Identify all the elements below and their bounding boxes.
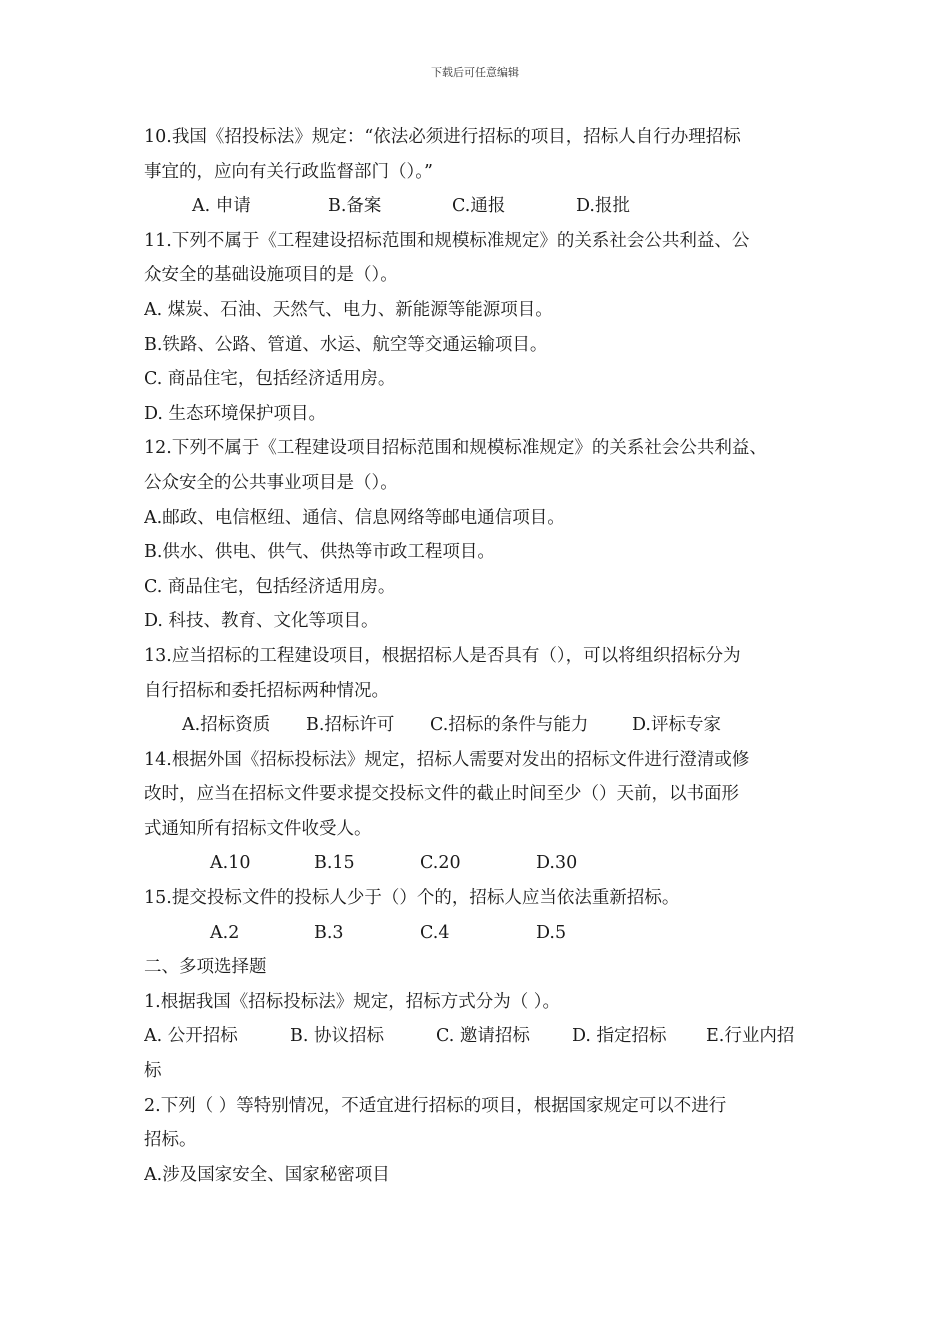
q13-line-2: 自行招标和委托招标两种情况。 <box>144 680 389 701</box>
q12-option-a: A.邮政、电信枢纽、通信、信息网络等邮电通信项目。 <box>144 507 565 528</box>
q10-line-1: 10.我国《招投标法》规定：“依法必须进行招标的项目，招标人自行办理招标 <box>144 127 741 147</box>
document-body <box>144 120 816 1192</box>
q15-option-c: C.4 <box>420 922 450 943</box>
q10-option-c: C.通报 <box>452 196 506 217</box>
q15-line-1: 15.提交投标文件的投标人少于（）个的，招标人应当依法重新招标。 <box>144 888 680 909</box>
q10-option-b: B.备案 <box>328 196 382 217</box>
q12-option-b: B.供水、供电、供气、供热等市政工程项目。 <box>144 542 495 563</box>
q13-line-1: 13.应当招标的工程建设项目，根据招标人是否具有（），可以将组织招标分为 <box>144 645 741 666</box>
q12-line-2: 公众安全的公共事业项目是（）。 <box>144 472 398 493</box>
m1-option-e-wrap: 标 <box>144 1061 162 1082</box>
q12-line-1: 12.下列不属于《工程建设项目招标范围和规模标准规定》的关系社会公共利益、 <box>144 438 767 459</box>
m2-option-a: A.涉及国家安全、国家秘密项目 <box>144 1164 390 1185</box>
q11-option-a: A. 煤炭、石油、天然气、电力、新能源等能源项目。 <box>144 299 553 320</box>
q15-option-a: A.2 <box>210 922 240 943</box>
q10-options <box>144 189 816 224</box>
page-header: 下载后可任意编辑 <box>431 66 519 79</box>
q14-option-b: B.15 <box>314 853 355 874</box>
q11-line-2: 众安全的基础设施项目的是（）。 <box>144 265 398 286</box>
q11-option-b: B.铁路、公路、管道、水运、航空等交通运输项目。 <box>144 334 548 355</box>
q11-option-d: D. 生态环境保护项目。 <box>144 403 327 424</box>
q14-line-1: 14.根据外国《招标投标法》规定，招标人需要对发出的招标文件进行澄清或修 <box>144 749 750 770</box>
q14-option-a: A.10 <box>210 853 251 874</box>
q15-option-d: D.5 <box>536 922 567 943</box>
q12-option-c: C. 商品住宅，包括经济适用房。 <box>144 576 396 597</box>
m1-option-e: E.行业内招 <box>706 1026 795 1047</box>
q14-line-2: 改时，应当在招标文件要求提交投标文件的截止时间至少（）天前，以书面形 <box>144 784 739 805</box>
q13-option-b: B.招标许可 <box>306 715 395 736</box>
q15-options <box>144 916 816 951</box>
q14-line-3: 式通知所有招标文件收受人。 <box>144 818 372 839</box>
m1-option-c: C. 邀请招标 <box>436 1026 530 1047</box>
q14-option-d: D.30 <box>536 853 578 874</box>
m1-option-b: B. 协议招标 <box>290 1026 384 1047</box>
m1-option-a: A. 公开招标 <box>144 1026 238 1047</box>
m1-options <box>144 1019 816 1054</box>
m1-line-1: 1.根据我国《招标投标法》规定，招标方式分为（ ）。 <box>144 991 561 1012</box>
q10-option-a: A. 申请 <box>192 196 251 217</box>
m2-line-1: 2.下列（ ）等特别情况，不适宜进行招标的项目，根据国家规定可以不进行 <box>144 1095 727 1116</box>
q13-option-c: C.招标的条件与能力 <box>430 715 589 736</box>
q11-line-1: 11.下列不属于《工程建设招标范围和规模标准规定》的关系社会公共利益、公 <box>144 230 750 251</box>
q13-option-d: D.评标专家 <box>632 715 721 736</box>
q13-option-a: A.招标资质 <box>182 715 271 736</box>
q11-option-c: C. 商品住宅，包括经济适用房。 <box>144 369 396 390</box>
m1-option-d: D. 指定招标 <box>572 1026 667 1047</box>
q10-option-d: D.报批 <box>576 196 630 217</box>
q15-option-b: B.3 <box>314 922 344 943</box>
q12-option-d: D. 科技、教育、文化等项目。 <box>144 611 379 632</box>
q10-line-2: 事宜的，应向有关行政监督部门（）。” <box>144 161 433 182</box>
section-heading-multiple-choice: 二、多项选择题 <box>144 957 267 978</box>
q14-options <box>144 846 816 881</box>
q14-option-c: C.20 <box>420 853 461 874</box>
m2-line-2: 招标。 <box>144 1130 197 1151</box>
q13-options <box>144 708 816 743</box>
